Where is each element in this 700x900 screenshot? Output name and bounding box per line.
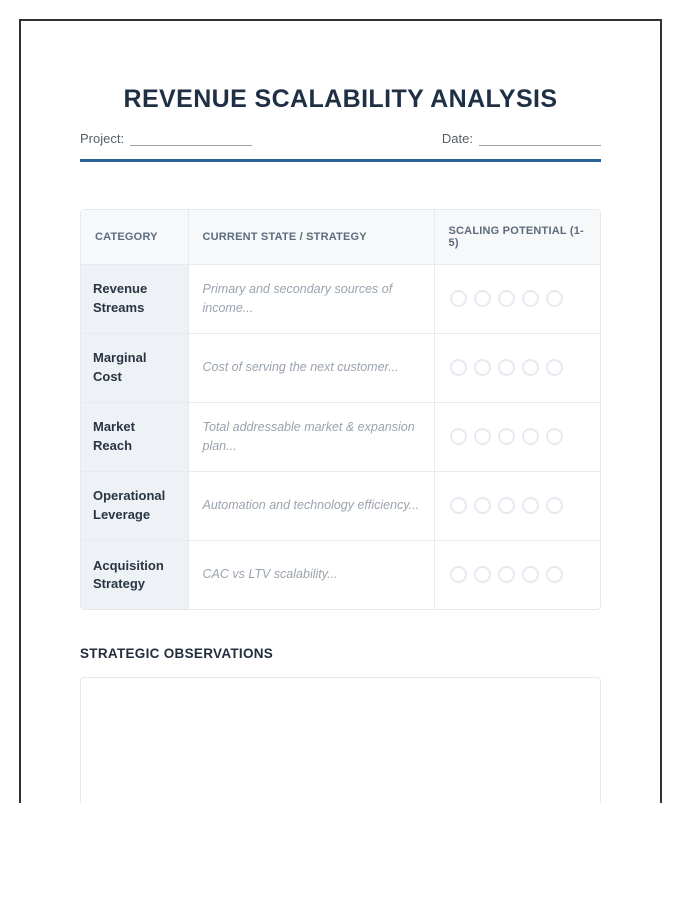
rating-circle[interactable] [450, 566, 467, 583]
rating-circles [450, 359, 601, 376]
table-row [81, 402, 600, 471]
rating-circle[interactable] [546, 290, 563, 307]
rating-cell [434, 471, 600, 540]
project-blank-line[interactable] [130, 134, 252, 146]
rating-circles [450, 566, 601, 583]
category-cell [81, 540, 188, 609]
strategy-placeholder: Cost of serving the next customer... [202, 360, 399, 375]
strategy-cell[interactable] [188, 333, 434, 402]
category-cell [81, 402, 188, 471]
category-label: Acquisition Strategy [93, 557, 164, 591]
analysis-table-container [80, 209, 601, 610]
column-header-category: CATEGORY [81, 210, 188, 264]
document-page [19, 19, 662, 803]
rating-circle[interactable] [474, 566, 491, 583]
strategy-cell[interactable] [188, 471, 434, 540]
category-label: Marginal Cost [93, 350, 147, 384]
rating-cell [434, 402, 600, 471]
rating-circle[interactable] [522, 566, 539, 583]
page-title: REVENUE SCALABILITY ANALYSIS [123, 85, 558, 113]
category-cell [81, 333, 188, 402]
rating-cell [434, 333, 600, 402]
strategy-cell[interactable] [188, 540, 434, 609]
rating-circle[interactable] [474, 497, 491, 514]
table-header-row [81, 210, 600, 264]
rating-circle[interactable] [498, 497, 515, 514]
strategy-placeholder: Automation and technology efficiency... [202, 498, 420, 513]
observations-box[interactable] [80, 677, 601, 803]
date-field [442, 131, 601, 146]
rating-circle[interactable] [498, 566, 515, 583]
header-divider [80, 159, 601, 162]
observations-heading: STRATEGIC OBSERVATIONS [80, 646, 274, 661]
rating-circle[interactable] [450, 359, 467, 376]
category-label: Operational Leverage [93, 488, 166, 522]
rating-circle[interactable] [522, 290, 539, 307]
rating-circle[interactable] [522, 359, 539, 376]
rating-circle[interactable] [450, 497, 467, 514]
rating-circles [450, 497, 601, 514]
strategy-placeholder: Total addressable market & expansion plan... [202, 419, 415, 453]
date-field-label: Date: [441, 131, 473, 146]
rating-circle[interactable] [546, 428, 563, 445]
strategy-cell[interactable] [188, 264, 434, 333]
rating-circles [450, 290, 601, 307]
analysis-table-body [81, 264, 600, 609]
column-header-scaling: SCALING POTENTIAL (1-5) [434, 210, 600, 264]
strategy-cell[interactable] [188, 402, 434, 471]
rating-circle[interactable] [498, 359, 515, 376]
rating-circle[interactable] [498, 290, 515, 307]
rating-cell [434, 540, 600, 609]
project-field-label: Project: [80, 131, 125, 146]
column-header-strategy: CURRENT STATE / STRATEGY [188, 210, 434, 264]
rating-circle[interactable] [498, 428, 515, 445]
rating-circle[interactable] [546, 359, 563, 376]
strategy-placeholder: CAC vs LTV scalability... [202, 567, 338, 582]
rating-circle[interactable] [522, 428, 539, 445]
category-label: Revenue Streams [93, 281, 148, 315]
category-cell [81, 264, 188, 333]
table-row [81, 540, 600, 609]
page-content [21, 85, 660, 803]
rating-circle[interactable] [474, 428, 491, 445]
date-blank-line[interactable] [479, 134, 601, 146]
rating-circle[interactable] [474, 290, 491, 307]
rating-circle[interactable] [450, 428, 467, 445]
category-cell [81, 471, 188, 540]
category-label: Market Reach [93, 419, 135, 453]
rating-circles [450, 428, 601, 445]
rating-circle[interactable] [450, 290, 467, 307]
rating-cell [434, 264, 600, 333]
meta-row [80, 131, 601, 146]
strategy-placeholder: Primary and secondary sources of income... [202, 281, 393, 315]
rating-circle[interactable] [522, 497, 539, 514]
analysis-table [81, 210, 600, 609]
rating-circle[interactable] [546, 497, 563, 514]
rating-circle[interactable] [474, 359, 491, 376]
table-row [81, 264, 600, 333]
rating-circle[interactable] [546, 566, 563, 583]
table-row [81, 333, 600, 402]
project-field [80, 131, 252, 146]
table-row [81, 471, 600, 540]
